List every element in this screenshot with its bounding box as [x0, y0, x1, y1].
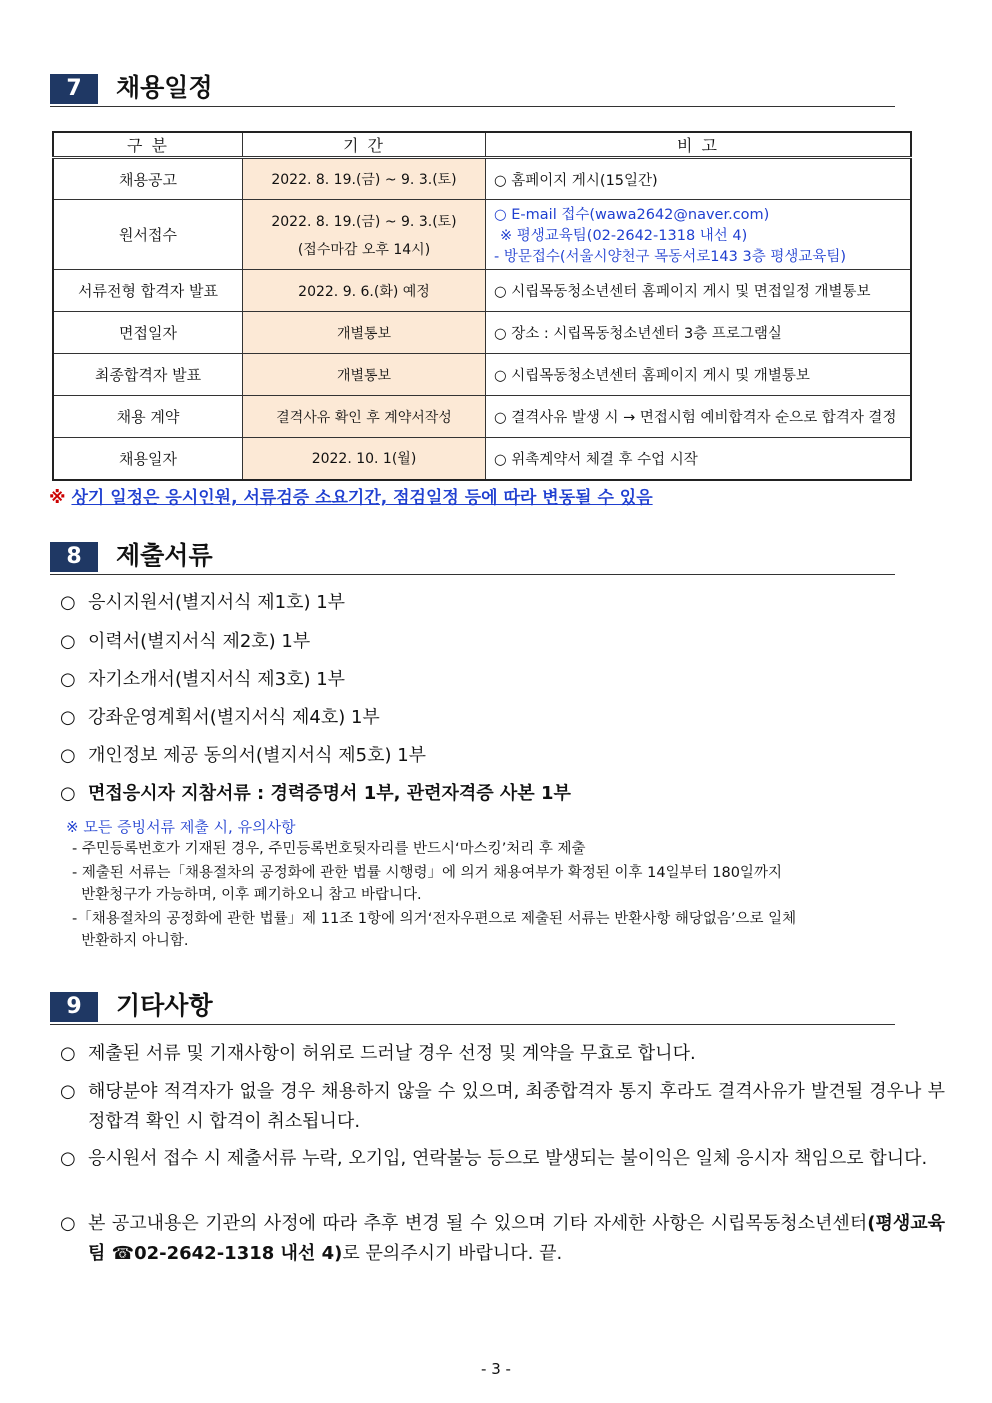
- header-note: 비 고: [486, 132, 912, 158]
- notice-text: 해당분야 적격자가 없을 경우 채용하지 않을 수 있으며, 최종합격자 통지 후라도 결격사유가 발견될 경우나 부정합격 확인 시 합격이 취소됩니다.: [88, 1081, 945, 1132]
- section-number: 7: [50, 74, 98, 104]
- submission-note-title: ※ 모든 증빙서류 제출 시, 유의사항: [66, 818, 296, 836]
- row-period: 결격사유 확인 후 계약서작성: [243, 396, 486, 438]
- row-period: [243, 200, 486, 270]
- footnote-mark: ※: [49, 488, 66, 508]
- section-title: 기타사항: [116, 991, 213, 1020]
- list-item-text: 자기소개서(별지서식 제3호) 1부: [88, 669, 346, 690]
- row-item: 채용일자: [53, 438, 243, 480]
- submission-note-line: 반환청구가 가능하며, 이후 폐기하오니 참고 바랍니다.: [72, 887, 422, 903]
- list-item: [60, 703, 380, 729]
- period-line: 2022. 8. 19.(금) ~ 9. 3.(토): [271, 213, 457, 230]
- page-number: - 3 -: [481, 1360, 511, 1378]
- bullet: ○: [60, 1213, 76, 1234]
- row-item: 최종합격자 발표: [53, 354, 243, 396]
- bullet: ○: [60, 745, 76, 766]
- section-7-header: [50, 72, 895, 107]
- row-period: 2022. 8. 19.(금) ~ 9. 3.(토): [243, 158, 486, 200]
- bullet: ○: [60, 1043, 76, 1064]
- bullet: ○: [60, 707, 76, 728]
- notice-text: 응시원서 접수 시 제출서류 누락, 오기입, 연락불능 등으로 발생되는 불이익은 일체 응시자 책임으로 합니다.: [88, 1148, 928, 1169]
- table-row: [53, 200, 911, 270]
- submission-note-line: - 제출된 서류는「채용절차의 공정화에 관한 법률 시행령」에 의거 채용여부가 확정된 이후 14일부터 180일까지: [72, 865, 782, 881]
- section-number: 9: [50, 992, 98, 1022]
- list-item-text: 개인정보 제공 동의서(별지서식 제5호) 1부: [88, 745, 427, 766]
- list-item-text: 이력서(별지서식 제2호) 1부: [88, 631, 311, 652]
- bullet: ○: [60, 1148, 76, 1169]
- notice-paragraph: [60, 1144, 945, 1174]
- submission-note-line: -「채용절차의 공정화에 관한 법률」제 11조 1항에 의거‘전자우편으로 제출된 서류는 반환사항 해당없음’으로 일체: [72, 911, 797, 927]
- table-row: [53, 158, 911, 200]
- bullet: ○: [60, 1081, 76, 1102]
- notice-text-part: 본 공고내용은 기관의 사정에 따라 추후 변경 될 수 있으며 기타 자세한 사항은 시립목동청소년센터: [88, 1213, 868, 1234]
- row-note: ○ 시립목동청소년센터 홈페이지 게시 및 개별통보: [486, 354, 912, 396]
- table-row: [53, 270, 911, 312]
- list-item: [60, 741, 426, 767]
- section-9-header: [50, 990, 895, 1025]
- row-period: 2022. 9. 6.(화) 예정: [243, 270, 486, 312]
- notice-text: 제출된 서류 및 기재사항이 허위로 드러날 경우 선정 및 계약을 무효로 합니다.: [88, 1043, 696, 1064]
- table-row: [53, 354, 911, 396]
- list-item: [60, 779, 571, 805]
- row-item: 채용 계약: [53, 396, 243, 438]
- row-note: ○ 홈페이지 게시(15일간): [486, 158, 912, 200]
- row-note: ○ 결격사유 발생 시 → 면접시험 예비합격자 순으로 합격자 결정: [486, 396, 912, 438]
- list-item-text: 응시지원서(별지서식 제1호) 1부: [88, 592, 346, 613]
- contact-info: (평생교육팀 ☎02-2642-1318 내선 4): [88, 1213, 945, 1264]
- schedule-footnote: [49, 483, 653, 508]
- note-line: ○ E-mail 접수(wawa2642@naver.com): [494, 207, 770, 223]
- row-item: 면접일자: [53, 312, 243, 354]
- section-title: 채용일정: [116, 73, 213, 102]
- list-item: [60, 665, 345, 691]
- list-item-text: 면접응시자 지참서류 : 경력증명서 1부, 관련자격증 사본 1부: [88, 783, 571, 804]
- bullet: ○: [60, 592, 76, 613]
- submission-note-line: 반환하지 아니함.: [72, 933, 189, 949]
- section-number: 8: [50, 542, 98, 572]
- header-period: 기 간: [243, 132, 486, 158]
- notice-paragraph: [60, 1039, 945, 1069]
- list-item: [60, 588, 345, 614]
- row-note: ○ 위촉계약서 체결 후 수업 시작: [486, 438, 912, 480]
- row-item: 서류전형 합격자 발표: [53, 270, 243, 312]
- row-note: ○ 시립목동청소년센터 홈페이지 게시 및 면접일정 개별통보: [486, 270, 912, 312]
- section-title: 제출서류: [116, 541, 213, 570]
- note-line: ※ 평생교육팀(02-2642-1318 내선 4): [500, 228, 748, 244]
- row-note: ○ 장소 : 시립목동청소년센터 3층 프로그램실: [486, 312, 912, 354]
- row-period: 개별통보: [243, 354, 486, 396]
- notice-paragraph: [60, 1209, 945, 1269]
- section-8-header: [50, 540, 895, 575]
- schedule-table: [52, 131, 912, 481]
- table-row: [53, 438, 911, 480]
- notice-text: [88, 1209, 945, 1269]
- notice-text-part: 로 문의주시기 바랍니다. 끝.: [342, 1243, 563, 1264]
- row-item: 원서접수: [53, 200, 243, 270]
- table-row: [53, 312, 911, 354]
- submission-note-line: - 주민등록번호가 기재된 경우, 주민등록번호뒷자리를 반드시‘마스킹’처리 후 제출: [72, 841, 586, 857]
- table-row: [53, 396, 911, 438]
- row-item: 채용공고: [53, 158, 243, 200]
- bullet: ○: [60, 631, 76, 652]
- footnote-text: 상기 일정은 응시인원, 서류검증 소요기간, 점검일정 등에 따라 변동될 수 있음: [71, 488, 653, 508]
- row-note: [486, 200, 912, 270]
- row-period: 개별통보: [243, 312, 486, 354]
- row-period: 2022. 10. 1(월): [243, 438, 486, 480]
- bullet: ○: [60, 669, 76, 690]
- list-item-text: 강좌운영계획서(별지서식 제4호) 1부: [88, 707, 380, 728]
- bullet: ○: [60, 783, 76, 804]
- period-line: (접수마감 오후 14시): [297, 241, 431, 258]
- list-item: [60, 627, 310, 653]
- header-category: 구 분: [53, 132, 243, 158]
- notice-paragraph: [60, 1077, 945, 1137]
- note-line: - 방문접수(서울시양천구 목동서로143 3층 평생교육팀): [494, 249, 847, 265]
- table-header-row: [53, 132, 911, 158]
